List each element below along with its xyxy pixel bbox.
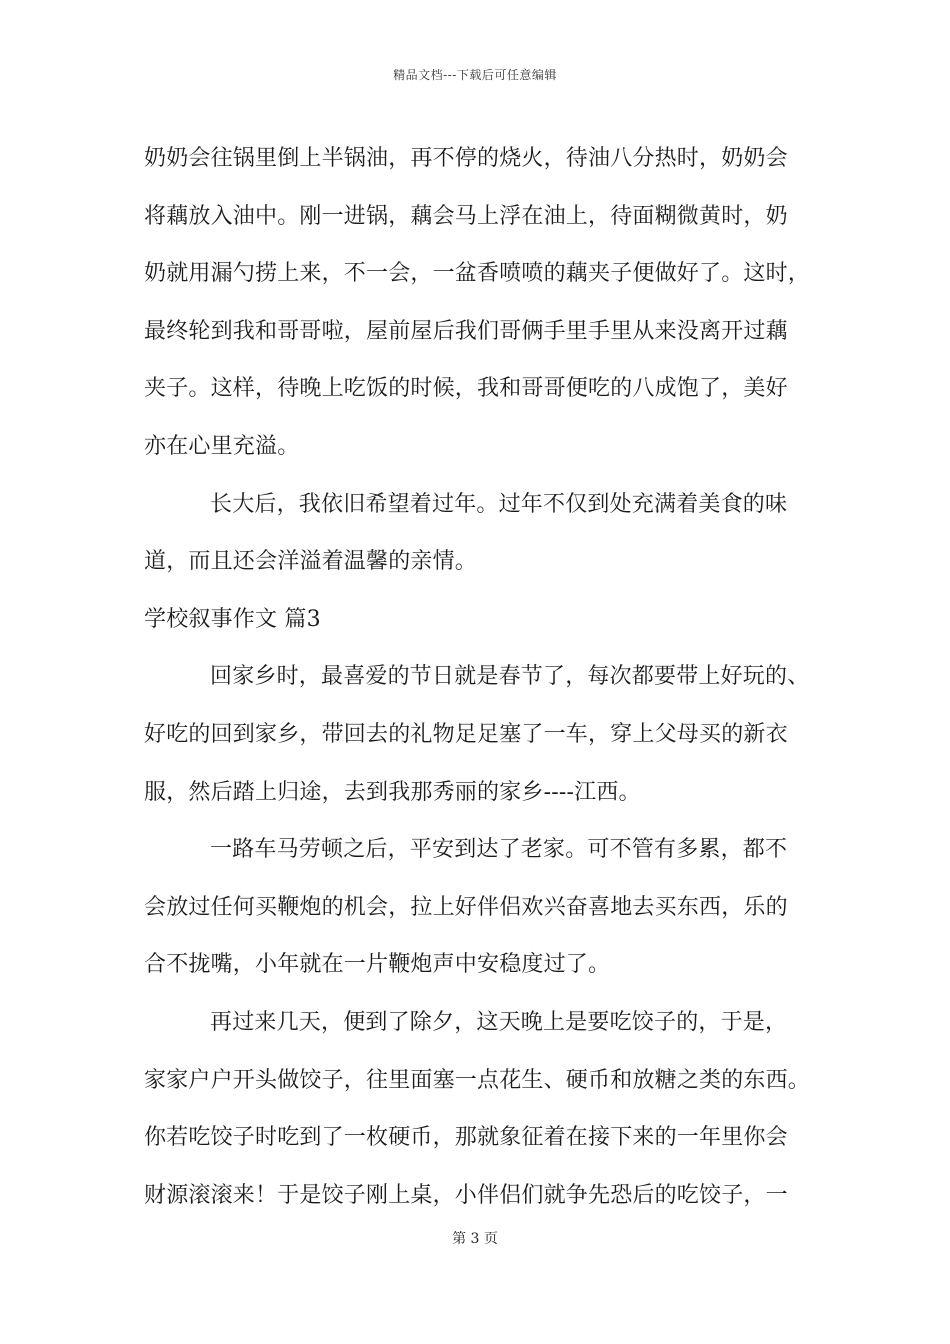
text-line: 财源滚滚来！于是饺子刚上桌，小伴侣们就争先恐后的吃饺子，一 [144, 1182, 788, 1208]
page-number: 第 3 页 [452, 1231, 498, 1247]
text-line: 道，而且还会洋溢着温馨的亲情。 [144, 549, 478, 575]
text-line: 夹子。这样，待晚上吃饭的时候，我和哥哥便吃的八成饱了，美好 [144, 376, 788, 402]
text-line: 将藕放入油中。刚一进锅，藕会马上浮在油上，待面糊微黄时，奶 [144, 203, 788, 229]
text-line: 亦在心里充溢。 [144, 433, 300, 459]
paragraph-start-line: 一路车马劳顿之后，平安到达了老家。可不管有多累，都不 [210, 837, 788, 863]
document-body [144, 130, 814, 1224]
paragraph-start-line: 再过来几天，便到了除夕，这天晚上是要吃饺子的，于是， [210, 1009, 788, 1035]
section-title: 学校叙事作文 篇3 [144, 606, 321, 632]
text-line: 会放过任何买鞭炮的机会，拉上好伴侣欢兴奋喜地去买东西，乐的 [144, 894, 788, 920]
text-line: 服，然后踏上归途，去到我那秀丽的家乡----江西。 [144, 779, 641, 805]
text-line: 最终轮到我和哥哥啦，屋前屋后我们哥俩手里手里从来没离开过藕 [144, 318, 788, 344]
paragraph-start-line: 长大后，我依旧希望着过年。过年不仅到处充满着美食的味 [210, 491, 788, 517]
text-line: 家家户户开头做饺子，往里面塞一点花生、硬币和放糖之类的东西。 [144, 1067, 811, 1093]
text-line: 合不拢嘴，小年就在一片鞭炮声中安稳度过了。 [144, 952, 611, 978]
text-line: 奶奶会往锅里倒上半锅油，再不停的烧火，待油八分热时，奶奶会 [144, 146, 788, 171]
page-header: 精品文档---下载后可任意编辑 [393, 68, 557, 82]
text-line: 奶就用漏勺捞上来，不一会，一盆香喷喷的藕夹子便做好了。这时， [144, 261, 811, 287]
paragraph-start-line: 回家乡时，最喜爱的节日就是春节了，每次都要带上好玩的、 [210, 664, 810, 690]
text-line: 你若吃饺子时吃到了一枚硬币，那就象征着在接下来的一年里你会 [144, 1125, 788, 1151]
text-line: 好吃的回到家乡，带回去的礼物足足塞了一车，穿上父母买的新衣 [144, 721, 788, 747]
